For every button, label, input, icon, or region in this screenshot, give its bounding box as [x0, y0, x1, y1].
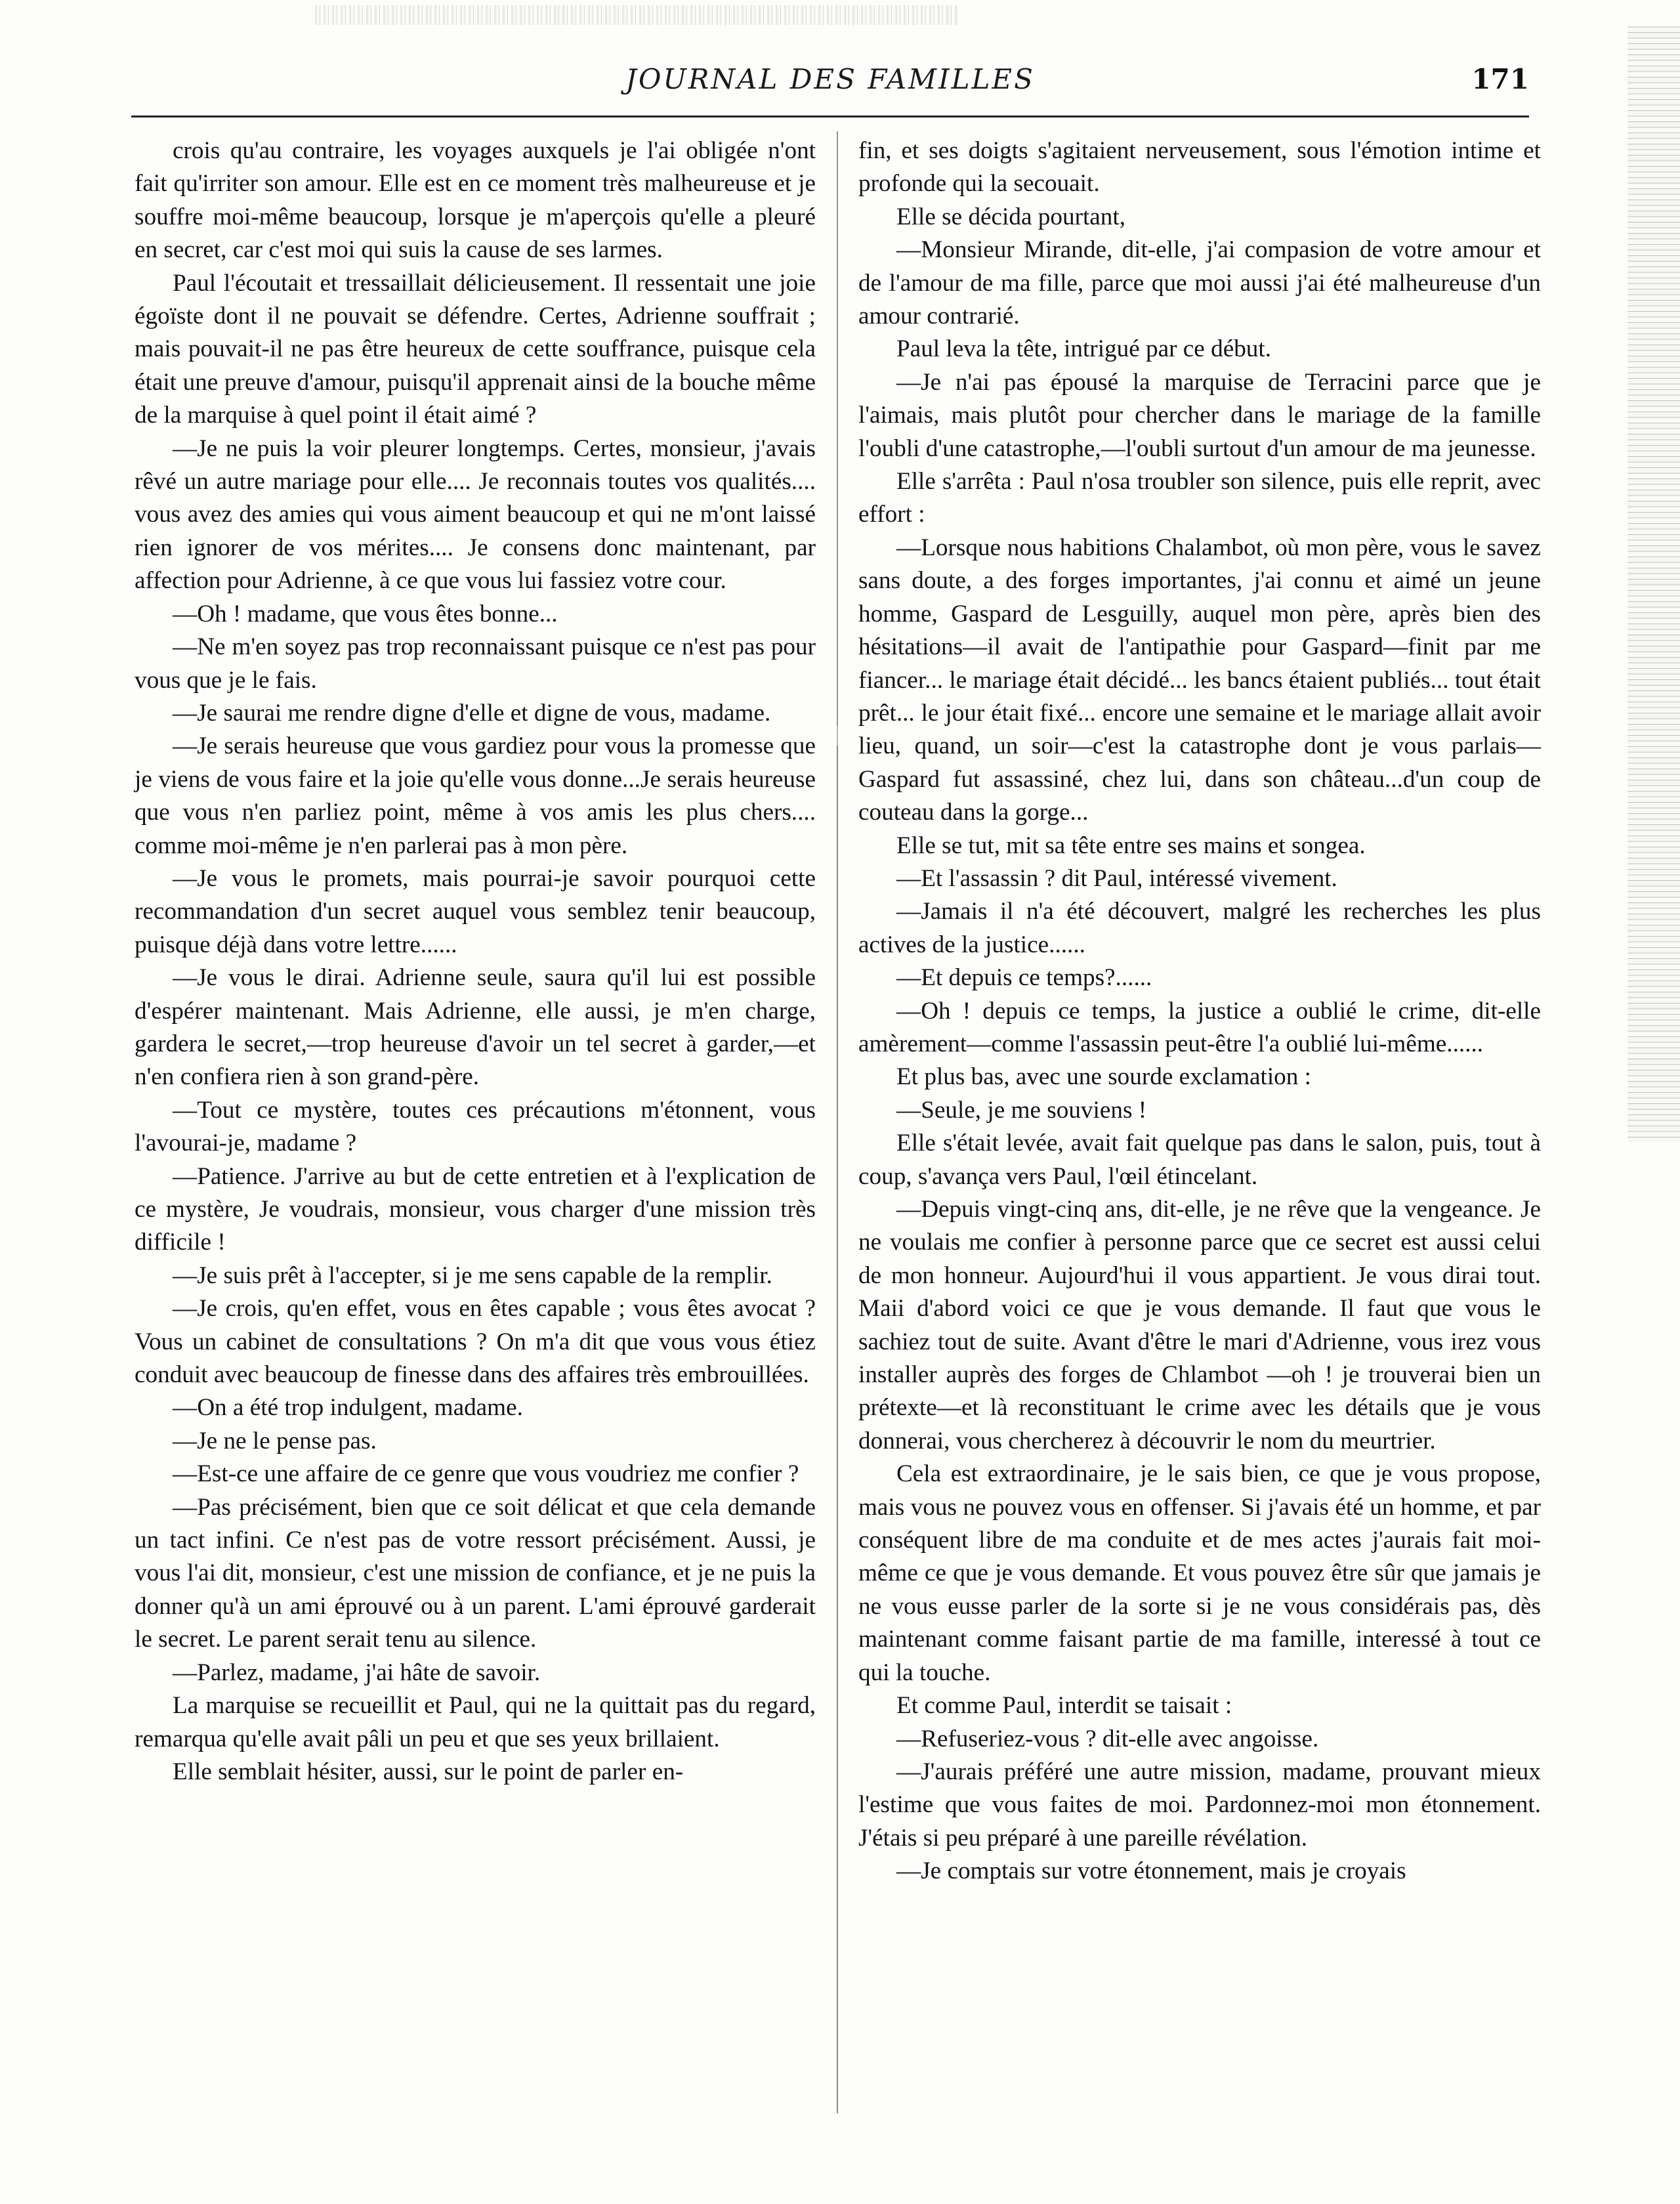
paragraph: —Je serais heureuse que vous gardiez pour vous la promesse que je viens de vous faire et la joie qu'elle vous donne...Je serais heureuse que vous n'en parliez point, même à vos amis les plus chers.... comme moi-même je n'en parlerai pas à mon père.	[135, 732, 816, 859]
paragraph: fin, et ses doigts s'agitaient nerveusement, sous l'émotion intime et profonde qui la secouait.	[858, 137, 1541, 198]
paragraph: —Et depuis ce temps?......	[896, 964, 1152, 992]
paragraph: —Je comptais sur votre étonnement, mais je croyais	[896, 1857, 1406, 1885]
paragraph: Et comme Paul, interdit se taisait :	[896, 1692, 1232, 1720]
paragraph: —Je suis prêt à l'accepter, si je me sens capable de la remplir.	[173, 1261, 772, 1289]
paragraph: —Ne m'en soyez pas trop reconnaissant puisque ce n'est pas pour vous que je le fais.	[135, 633, 816, 694]
paragraph: —Je vous le promets, mais pourrai-je savoir pourquoi cette recommandation d'un secret auquel vous semblez tenir beaucoup, puisque déjà dans votre lettre......	[135, 864, 816, 958]
paragraph: —Refuseriez-vous ? dit-elle avec angoisse.	[896, 1725, 1319, 1752]
column-divider	[837, 131, 838, 2113]
paragraph: Elle s'arrêta : Paul n'osa troubler son silence, puis elle reprit, avec effort :	[858, 468, 1541, 528]
paragraph: Elle se décida pourtant,	[896, 203, 1126, 230]
paragraph: —Pas précisément, bien que ce soit délicat et que cela demande un tact infini. Ce n'est pas de votre ressort précisément. Aussi, je vous l'ai dit, monsieur, c'est une mission de confiance, et je ne puis la donner qu'à un ami éprouvé ou à un parent. L'ami éprouvé garderait le secret. Le parent serait tenu au silence.	[135, 1493, 816, 1653]
paragraph: —On a été trop indulgent, madame.	[173, 1394, 523, 1422]
paragraph: —Je ne le pense pas.	[173, 1427, 377, 1454]
paragraph: —Je ne puis la voir pleurer longtemps. Certes, monsieur, j'avais rêvé un autre mariage pour elle.... Je reconnais toutes vos qualités.... vous avez des amies qui vous aiment beaucoup et qui ne m'ont laissé rien ignorer de vos mérites.... Je consens donc maintenant, par affection pour Adrienne, à ce que vous lui fassiez votre cour.	[135, 434, 816, 595]
paragraph: Elle semblait hésiter, aussi, sur le point de parler en-	[173, 1758, 684, 1785]
paragraph: —Seule, je me souviens !	[896, 1096, 1147, 1124]
paragraph: —Oh ! depuis ce temps, la justice a oublié le crime, dit-elle amèrement—comme l'assassin peut-être l'a oublié lui-même......	[858, 997, 1541, 1057]
right-column	[858, 135, 1541, 1888]
journal-title: JOURNAL DES FAMILLES	[625, 63, 1035, 95]
paragraph: —Parlez, madame, j'ai hâte de savoir.	[173, 1659, 541, 1686]
paragraph: Paul l'écoutait et tressaillait délicieusement. Il ressentait une joie égoïste dont il ne pouvait se défendre. Certes, Adrienne souffrait ; mais pouvait-il ne pas être heureux de cette souffrance, puisque cela était une preuve d'amour, puisqu'il apprenait ainsi de la bouche même de la marquise à quel point il était aimé ?	[135, 269, 816, 429]
paragraph: —Et l'assassin ? dit Paul, intéressé vivement.	[896, 864, 1337, 892]
paragraph: —Jamais il n'a été découvert, malgré les recherches les plus actives de la justice......	[858, 898, 1541, 958]
running-header	[131, 63, 1529, 102]
paragraph: Paul leva la tête, intrigué par ce début.	[896, 335, 1272, 363]
left-column	[135, 135, 816, 1789]
paragraph: crois qu'au contraire, les voyages auxquels je l'ai obligée n'ont fait qu'irriter son amour. Elle est en ce moment très malheureuse et je souffre moi-même beaucoup, lorsque je m'aperçois qu'elle a pleuré en secret, car c'est moi qui suis la cause de ses larmes.	[135, 137, 816, 264]
paragraph: Cela est extraordinaire, je le sais bien, ce que je vous propose, mais vous ne pouvez vous en offenser. Si j'avais été un homme, et par conséquent libre de ma conduite et de mes actes j'aurais fait moi-même ce que je vous demande. Et vous pouvez être sûr que jamais je ne vous eusse parler de la sorte si je ne vous considérais pas, dès maintenant comme faisant partie de ma famille, interessé à tout ce qui la touche.	[858, 1460, 1541, 1686]
paragraph: —J'aurais préféré une autre mission, madame, prouvant mieux l'estime que vous faites de moi. Pardonnez-moi mon étonnement. J'étais si peu préparé à une pareille révélation.	[858, 1758, 1541, 1852]
paragraph: —Je n'ai pas épousé la marquise de Terracini parce que je l'aimais, mais plutôt pour chercher dans le mariage de la famille l'oubli d'une catastrophe,—l'oubli surtout d'un amour de ma jeunesse.	[858, 368, 1541, 462]
paragraph: —Monsieur Mirande, dit-elle, j'ai compasion de votre amour et de l'amour de ma fille, parce que moi aussi j'ai été malheureuse d'un amour contrarié.	[858, 236, 1541, 330]
paragraph: La marquise se recueillit et Paul, qui ne la quittait pas du regard, remarqua qu'elle avait pâli un peu et que ses yeux brillaient.	[135, 1692, 816, 1752]
paragraph: —Oh ! madame, que vous êtes bonne...	[173, 600, 558, 627]
paragraph: —Je saurai me rendre digne d'elle et digne de vous, madame.	[173, 699, 771, 727]
scan-artifact-right-edge	[1628, 26, 1680, 1142]
header-rule	[131, 116, 1529, 117]
paragraph: —Je vous le dirai. Adrienne seule, saura qu'il lui est possible d'espérer maintenant. Mais Adrienne, elle aussi, je m'en charge, gardera le secret,—trop heureuse d'avoir un tel secret à garder,—et n'en confiera rien à son grand-père.	[135, 964, 816, 1091]
paragraph: Elle se tut, mit sa tête entre ses mains et songea.	[896, 832, 1366, 859]
paragraph: —Tout ce mystère, toutes ces précautions m'étonnent, vous l'avourai-je, madame ?	[135, 1096, 816, 1157]
paragraph: Et plus bas, avec une sourde exclamation :	[896, 1063, 1311, 1091]
paragraph: —Je crois, qu'en effet, vous en êtes capable ; vous êtes avocat ? Vous un cabinet de consultations ? On m'a dit que vous vous étiez conduit avec beaucoup de finesse dans des affaires très embrouillées.	[135, 1295, 816, 1389]
paragraph: Elle s'était levée, avait fait quelque pas dans le salon, puis, tout à coup, s'avança vers Paul, l'œil étincelant.	[858, 1130, 1541, 1190]
scan-artifact-top	[315, 5, 958, 25]
paragraph: —Depuis vingt-cinq ans, dit-elle, je ne rêve que la vengeance. Je ne voulais me confier à personne parce que ce secret est aussi celui de mon honneur. Aujourd'hui il vous appartient. Je vous dirai tout. Maii d'abord voici ce que je vous demande. Il faut que vous le sachiez tout de suite. Avant d'être le mari d'Adrienne, vous irez vous installer auprès des forges de Chlambot —oh ! je trouverai bien un prétexte—et là reconstituant le crime avec les détails que je vous donnerai, vous chercherez à découvrir le nom du meurtrier.	[858, 1196, 1541, 1454]
paragraph: —Patience. J'arrive au but de cette entretien et à l'explication de ce mystère, Je voudrais, monsieur, vous charger d'une mission très difficile !	[135, 1162, 816, 1256]
page-number: 171	[1471, 63, 1529, 95]
paragraph: —Lorsque nous habitions Chalambot, où mon père, vous le savez sans doute, a des forges importantes, j'ai connu et aimé un jeune homme, Gaspard de Lesguilly, auquel mon père, après bien des hésitations—il avait de l'antipathie pour Gaspard—finit par me fiancer... le mariage était décidé... les bancs étaient publiés... tout était prêt... le jour était fixé... encore une semaine et le mariage allait avoir lieu, quand, un soir—c'est la catastrophe dont je vous parlais—Gaspard fut assassiné, chez lui, dans son château...d'un coup de couteau dans la gorge...	[858, 534, 1541, 826]
paragraph: —Est-ce une affaire de ce genre que vous voudriez me confier ?	[173, 1460, 799, 1488]
